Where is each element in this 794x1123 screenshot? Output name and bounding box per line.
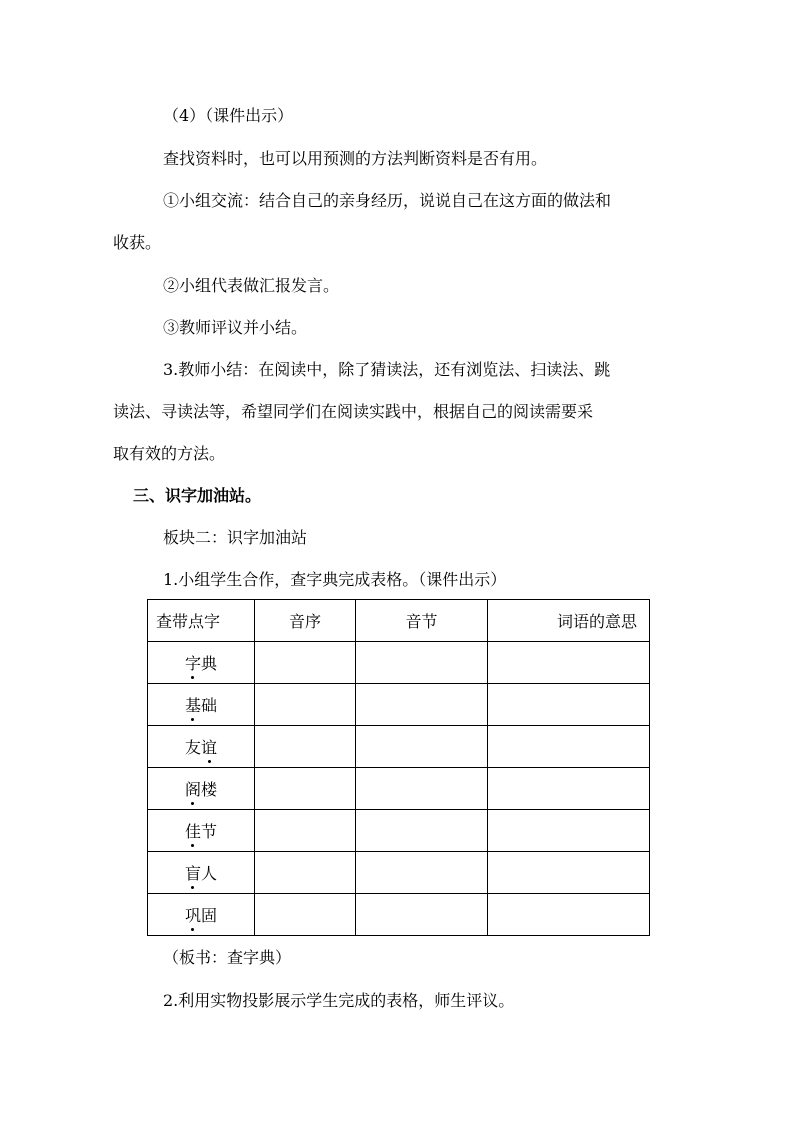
task-1: 1.小组学生合作，查字典完成表格。（课件出示） bbox=[163, 570, 507, 589]
meaning-cell bbox=[488, 852, 650, 894]
paragraph-teacher-review: ③教师评议并小结。 bbox=[163, 318, 308, 337]
table-row bbox=[148, 894, 650, 936]
dotted-char: 基 bbox=[185, 693, 201, 716]
phonetic-order-cell bbox=[255, 768, 356, 810]
plain-char: 典 bbox=[201, 654, 218, 673]
board-note: （板书：查字典） bbox=[163, 948, 292, 967]
syllable-cell bbox=[356, 726, 488, 768]
word-cell bbox=[148, 642, 255, 684]
dotted-char: 佳 bbox=[185, 819, 201, 842]
header-dotted-char: 查带点字 bbox=[148, 600, 255, 642]
block-title: 板块二：识字加油站 bbox=[163, 528, 308, 547]
paragraph-group-exchange: ①小组交流：结合自己的亲身经历，说说自己在这方面的做法和 bbox=[163, 191, 612, 210]
table-row bbox=[148, 852, 650, 894]
header-word-meaning: 词语的意思 bbox=[488, 600, 650, 642]
dotted-char: 阁 bbox=[185, 777, 201, 800]
word-cell bbox=[148, 768, 255, 810]
meaning-cell bbox=[488, 810, 650, 852]
table-row bbox=[148, 810, 650, 852]
table-header-row bbox=[148, 600, 650, 642]
syllable-cell bbox=[356, 684, 488, 726]
paragraph-representative-report: ②小组代表做汇报发言。 bbox=[163, 276, 340, 295]
phonetic-order-cell bbox=[255, 684, 356, 726]
dictionary-table bbox=[147, 599, 650, 936]
plain-char: 固 bbox=[201, 906, 218, 925]
meaning-cell bbox=[488, 894, 650, 936]
table-row bbox=[148, 684, 650, 726]
paragraph-teacher-summary-cont-2: 取有效的方法。 bbox=[113, 444, 226, 463]
phonetic-order-cell bbox=[255, 642, 356, 684]
plain-char: 节 bbox=[201, 822, 218, 841]
paragraph-group-exchange-cont: 收获。 bbox=[113, 233, 162, 252]
phonetic-order-cell bbox=[255, 852, 356, 894]
table-row bbox=[148, 642, 650, 684]
plain-char: 础 bbox=[201, 696, 218, 715]
plain-char: 友 bbox=[184, 738, 201, 757]
paragraph-teacher-summary: 3.教师小结：在阅读中，除了猜读法，还有浏览法、扫读法、跳 bbox=[163, 360, 611, 379]
word-cell bbox=[148, 810, 255, 852]
header-phonetic-order: 音序 bbox=[255, 600, 356, 642]
phonetic-order-cell bbox=[255, 726, 356, 768]
syllable-cell bbox=[356, 810, 488, 852]
dotted-char: 字 bbox=[185, 651, 201, 674]
syllable-cell bbox=[356, 642, 488, 684]
dotted-char: 巩 bbox=[185, 903, 201, 926]
table-row bbox=[148, 768, 650, 810]
meaning-cell bbox=[488, 684, 650, 726]
word-cell bbox=[148, 726, 255, 768]
meaning-cell bbox=[488, 726, 650, 768]
dotted-char: 盲 bbox=[185, 861, 201, 884]
word-cell bbox=[148, 852, 255, 894]
phonetic-order-cell bbox=[255, 810, 356, 852]
header-syllable: 音节 bbox=[356, 600, 488, 642]
plain-char: 楼 bbox=[201, 780, 218, 799]
dotted-char: 谊 bbox=[201, 735, 217, 758]
syllable-cell bbox=[356, 894, 488, 936]
paragraph-teacher-summary-cont-1: 读法、寻读法等，希望同学们在阅读实践中，根据自己的阅读需要采 bbox=[113, 402, 594, 421]
word-cell bbox=[148, 684, 255, 726]
syllable-cell bbox=[356, 768, 488, 810]
meaning-cell bbox=[488, 768, 650, 810]
word-cell bbox=[148, 894, 255, 936]
phonetic-order-cell bbox=[255, 894, 356, 936]
section-heading: 三、识字加油站。 bbox=[133, 486, 262, 505]
paragraph-courseware-4: （4）（课件出示） bbox=[163, 106, 294, 125]
paragraph-search-materials: 查找资料时，也可以用预测的方法判断资料是否有用。 bbox=[163, 149, 548, 168]
meaning-cell bbox=[488, 642, 650, 684]
plain-char: 人 bbox=[201, 864, 218, 883]
syllable-cell bbox=[356, 852, 488, 894]
table-row bbox=[148, 726, 650, 768]
task-2: 2.利用实物投影展示学生完成的表格，师生评议。 bbox=[163, 991, 515, 1010]
